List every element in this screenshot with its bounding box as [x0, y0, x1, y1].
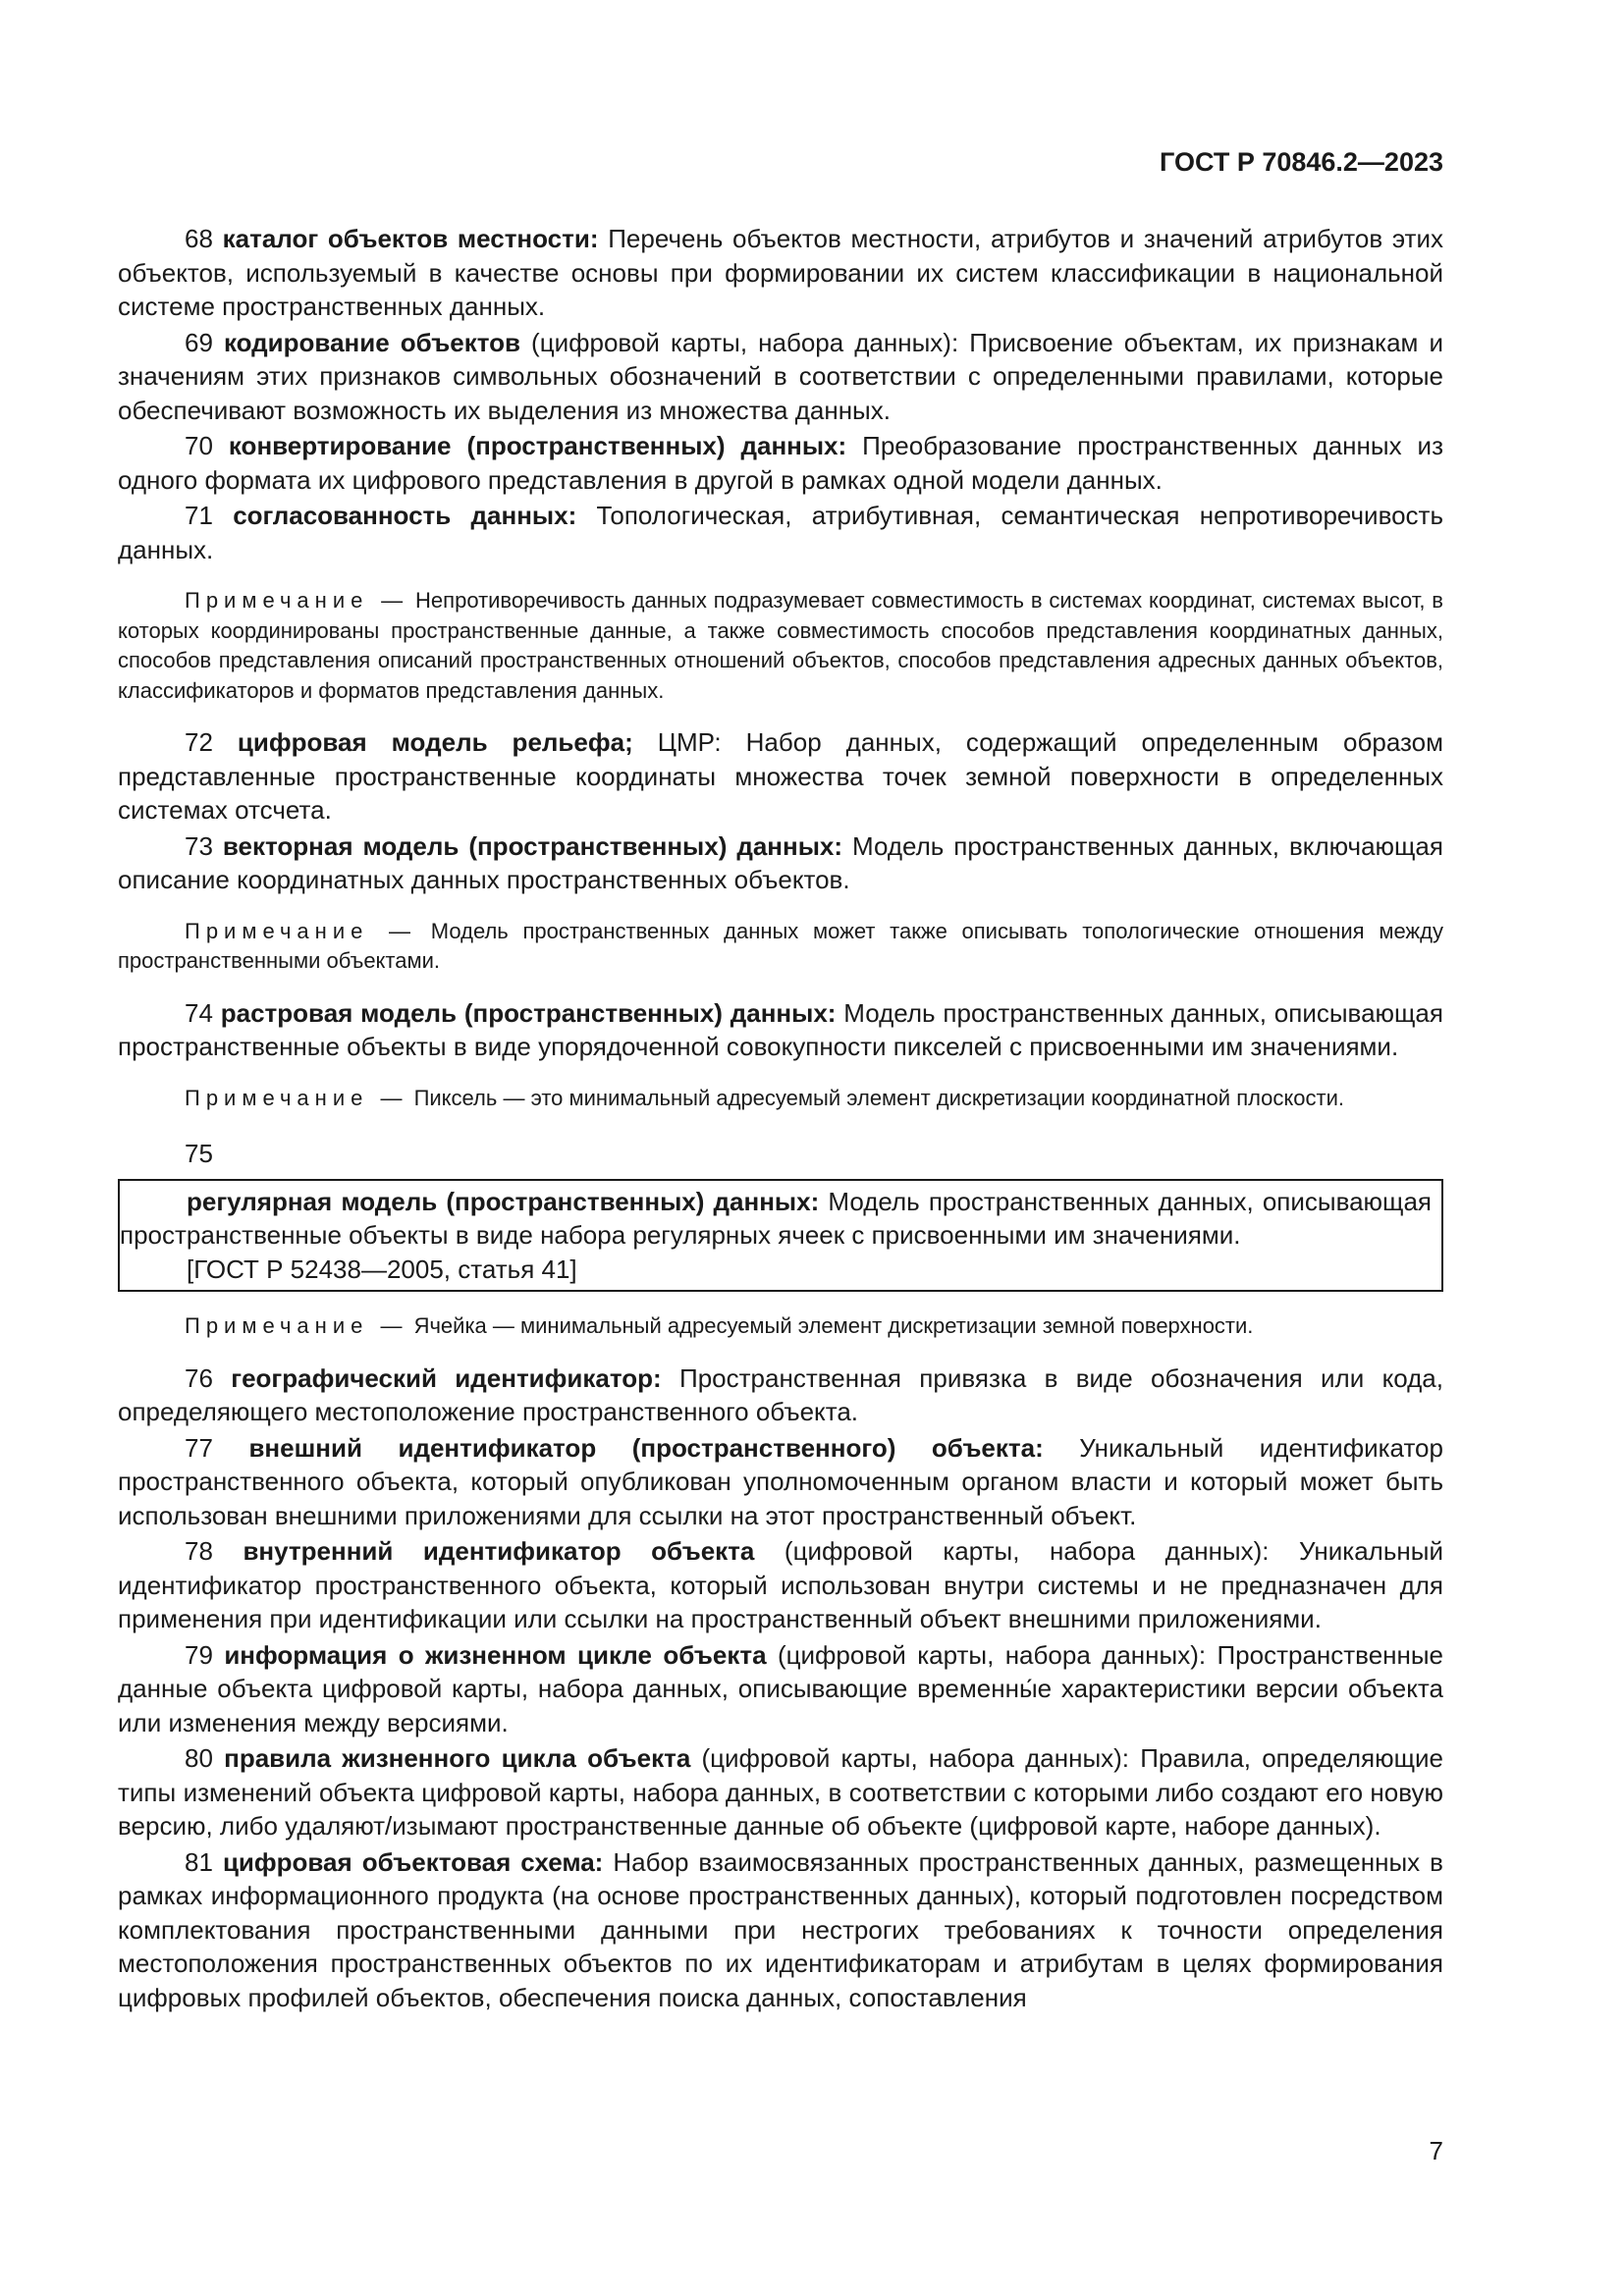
term-definition: Уникальный идентификатор пространственного объекта, который опубликован уполномоченным органом власти и который может быть использован внешними приложениями для ссылки на этот пространственный объект.: [118, 1432, 1443, 1530]
note-text: Пиксель — это минимальный адресуемый элемент дискретизации координатной плоскости.: [413, 1085, 1345, 1110]
term-name: внешний идентификатор (пространственного) объекта:: [248, 1432, 1044, 1463]
term-name: внутренний идентификатор объекта: [243, 1536, 755, 1566]
term-number: 76: [185, 1362, 213, 1393]
term-name: кодирование объектов: [223, 327, 520, 357]
term-entry: [118, 429, 1443, 497]
term-name: правила жизненного цикла объекта: [224, 1743, 691, 1773]
term-name: растровая модель (пространственных) данных:: [220, 997, 837, 1028]
term-entry: [118, 1534, 1443, 1636]
term-number: 75: [185, 1139, 213, 1168]
term-name: цифровая модель рельефа;: [237, 727, 633, 757]
note: [118, 1084, 1443, 1114]
note-text: Ячейка — минимальный адресуемый элемент дискретизации земной поверхности.: [413, 1313, 1254, 1338]
term-number: 81: [185, 1846, 213, 1877]
term-qualifier: (цифровой карты, набора данных):: [784, 1536, 1270, 1566]
term-name: согласованность данных:: [233, 501, 577, 530]
term-entry: [118, 1741, 1443, 1843]
term-number: 74: [185, 997, 213, 1028]
term-definition: Модель пространственных данных, включающая описание координатных данных пространственных объектов.: [118, 830, 1443, 894]
term-entry: [118, 1431, 1443, 1533]
term-definition: Пространственные данные объекта цифровой карты, набора данных, описывающие временны́е характеристики версии объекта или изменения между версиями.: [118, 1639, 1444, 1737]
term-entry: [118, 499, 1443, 566]
source-reference: [ГОСТ Р 52438—2005, статья 41]: [187, 1254, 577, 1284]
term-entry: [118, 326, 1443, 428]
term-entry: [118, 829, 1443, 897]
term-number: 68: [185, 224, 213, 253]
term-definition: Преобразование пространственных данных из одного формата их цифрового представления в другой в рамках одной модели данных.: [118, 431, 1443, 495]
term-name: цифровая объектовая схема:: [222, 1846, 604, 1877]
term-qualifier: (цифровой карты, набора данных):: [777, 1639, 1207, 1670]
term-entry: [118, 1638, 1443, 1740]
term-name: каталог объектов местности:: [222, 224, 599, 253]
note-text: Непротиворечивость данных подразумевает совместимость в системах координат, системах высот, в которых координированы пространственные данные, а также совместимость способов представления координатных данных, способов представления описаний пространственных отношений объектов, способов представления адресных данных объектов, классификаторов и форматов представления данных.: [118, 588, 1443, 703]
term-number: 77: [185, 1432, 213, 1463]
term-entry: [118, 1845, 1443, 2015]
term-entry: [118, 1362, 1443, 1429]
note-label: Примечание —: [185, 918, 417, 943]
note-label: Примечание —: [185, 588, 409, 613]
note-label: Примечание —: [185, 1313, 408, 1338]
term-definition: Топологическая, атрибутивная, семантическая непротиворечивость данных.: [118, 501, 1444, 564]
term-name: векторная модель (пространственных) данных:: [222, 830, 843, 861]
term-name: информация о жизненном цикле объекта: [224, 1639, 767, 1670]
note-text: Модель пространственных данных может также описывать топологические отношения между пространственными объектами.: [118, 918, 1443, 973]
term-number: 69: [185, 327, 213, 357]
note: [118, 586, 1443, 706]
term-number: 79: [185, 1639, 213, 1670]
page-number: 7: [1429, 2136, 1443, 2165]
term-definition: Присвоение объектам, их признакам и значениям этих признаков символьных обозначений в соответствии с определенными правилами, которые обеспечивают возможность их выделения из множества данных.: [118, 327, 1443, 425]
term-definition: Правила, определяющие типы изменений объекта цифровой карты, набора данных, в соответствии с которыми либо создают его новую версию, либо удаляют/изымают пространственные данные об объекте (цифровой карте, наборе данных).: [118, 1743, 1443, 1841]
quoted-term-box: [118, 1179, 1443, 1293]
term-name: конвертирование (пространственных) данных:: [228, 431, 847, 460]
term-number: 71: [185, 501, 213, 530]
term-entry: [118, 996, 1443, 1064]
term-name: географический идентификатор:: [231, 1362, 662, 1393]
term-definition: Уникальный идентификатор пространственного объекта, который использован внутри системы и не предназначен для применения при идентификации или ссылки на пространственный объект внешними приложениями.: [118, 1536, 1443, 1633]
term-number: 80: [185, 1743, 213, 1773]
term-definition: Модель пространственных данных, описывающая пространственные объекты в виде набора регулярных ячеек с присвоенными им значениями.: [120, 1186, 1432, 1250]
term-entry: [120, 1185, 1432, 1253]
term-definition: Пространственная привязка в виде обозначения или кода, определяющего местоположение пространственного объекта.: [118, 1362, 1443, 1426]
document-body: [118, 222, 1443, 2016]
document-id-header: ГОСТ Р 70846.2—2023: [1160, 147, 1443, 177]
term-number: 70: [185, 431, 213, 460]
term-qualifier: (цифровой карты, набора данных):: [701, 1743, 1130, 1773]
term-definition: Перечень объектов местности, атрибутов и значений атрибутов этих объектов, используемый в качестве основы при формировании их систем классификации в национальной системе пространственных данных.: [118, 224, 1443, 321]
term-number: 73: [185, 830, 213, 861]
term-definition: Набор взаимосвязанных пространственных данных, размещенных в рамках информационного продукта (на основе пространственных данных), который подготовлен посредством комплектования пространственными данными при нестрогих требованиях к точности определения местоположения пространственных объектов по их идентификаторам и атрибутам в целях формирования цифровых профилей объектов, обеспечения поиска данных, сопоставления: [118, 1846, 1443, 2012]
document-page: [118, 0, 1443, 2296]
term-entry: [118, 222, 1443, 324]
term-qualifier: (цифровой карты, набора данных):: [531, 327, 959, 357]
term-number: 78: [185, 1536, 213, 1566]
term-definition: ЦМР: Набор данных, содержащий определенным образом представленные пространственные координаты множества точек земной поверхности в определенных системах отсчета.: [118, 727, 1443, 825]
note: [118, 1311, 1443, 1342]
note: [118, 917, 1443, 977]
term-number: 72: [185, 727, 213, 757]
note-label: Примечание —: [185, 1085, 408, 1110]
term-name: регулярная модель (пространственных) данных:: [187, 1186, 820, 1216]
term-definition: Модель пространственных данных, описывающая пространственные объекты в виде упорядоченной совокупности пикселей с присвоенными им значениями.: [118, 997, 1443, 1061]
term-entry: [118, 725, 1443, 828]
